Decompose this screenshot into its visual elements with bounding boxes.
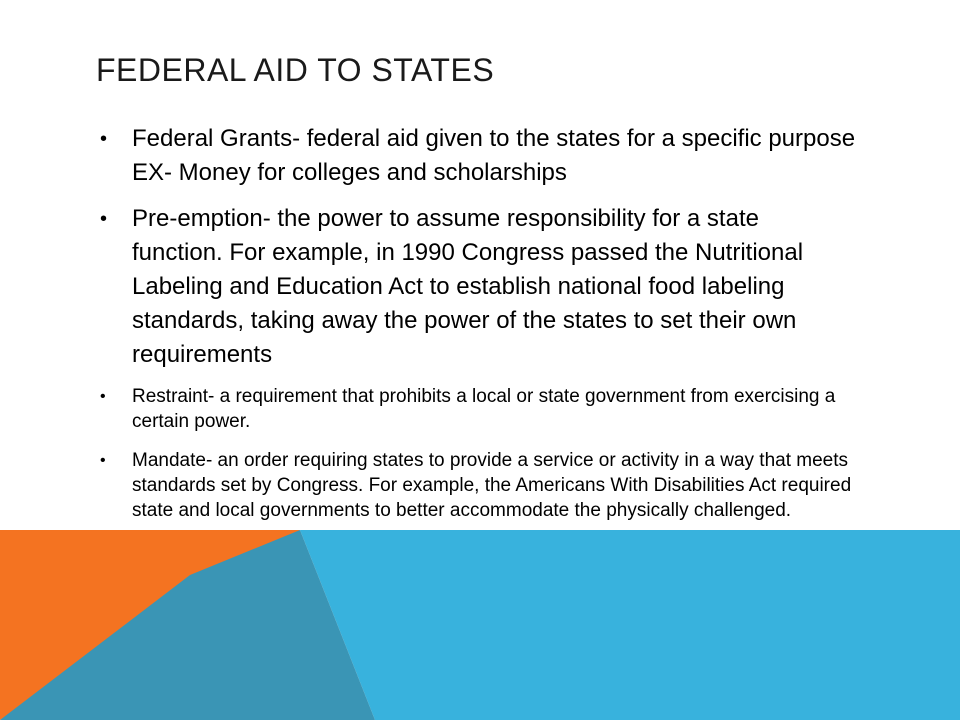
bullet-marker-icon: • (100, 388, 106, 405)
bullet-list (96, 122, 856, 537)
bullet-text: Pre-emption- the power to assume responsibility for a state function. For example, in 1990 Congress passed the Nutritional Labeling and Education Act to establish national food labeling standards, taking away the power of the states to set their own requirements (132, 205, 804, 368)
bullet-marker-icon: • (100, 208, 108, 230)
bullet-text: Mandate- an order requiring states to provide a service or activity in a way that meets standards set by Congress. For example, the Americans With Disabilities Act required state and local governments to better accommodate the physically challenged. (132, 450, 852, 521)
slide-title: FEDERAL AID TO STATES (96, 52, 495, 88)
light-blue-shape (300, 530, 960, 720)
bullet-text: Restraint- a requirement that prohibits a local or state government from exercising a certain power. (132, 386, 836, 432)
bullet-restraint (96, 384, 856, 434)
bullet-text: Federal Grants- federal aid given to the states for a specific purpose EX- Money for colleges and scholarships (132, 125, 856, 186)
bullet-pre-emption (96, 202, 856, 372)
bullet-mandate (96, 448, 856, 523)
bullet-marker-icon: • (100, 452, 106, 469)
bullet-marker-icon: • (100, 128, 108, 150)
bullet-federal-grants (96, 122, 856, 190)
